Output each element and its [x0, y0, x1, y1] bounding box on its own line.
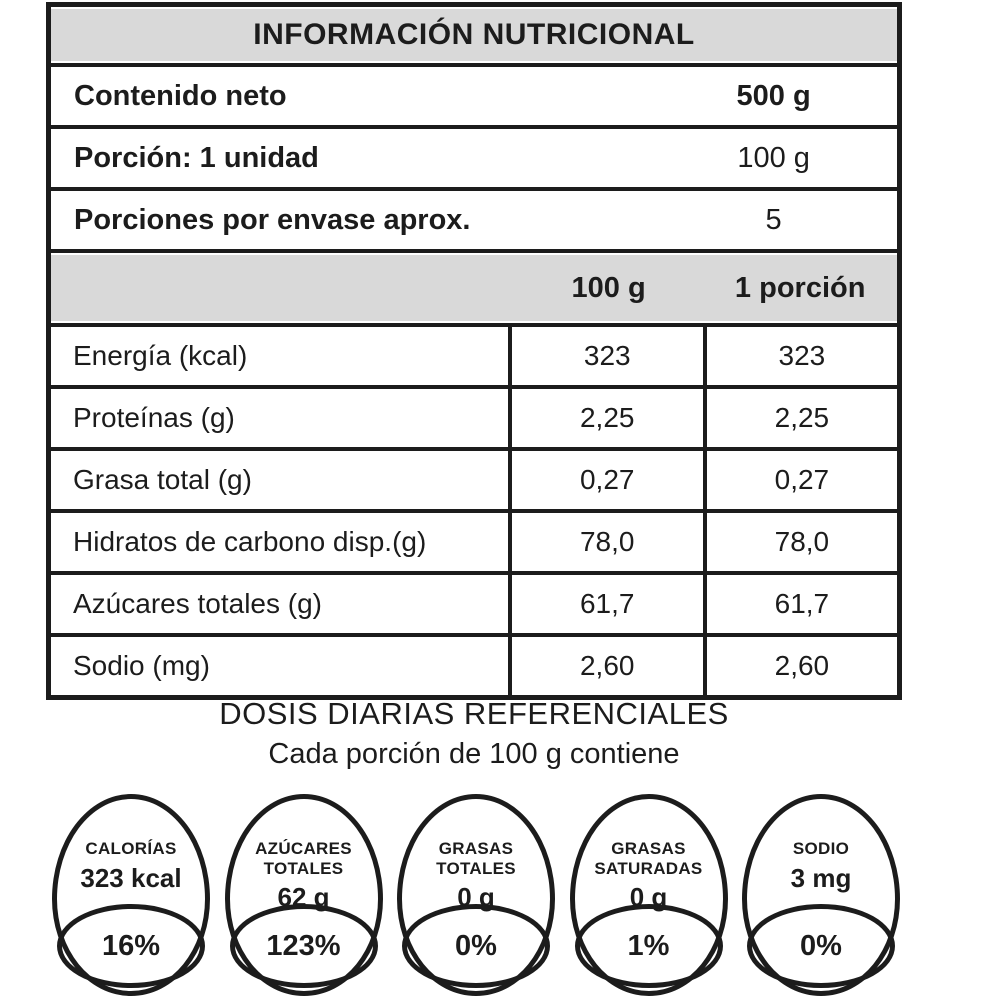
badge-percent: 123% [266, 929, 341, 962]
badge-label: SODIO [792, 839, 850, 858]
column-header-row [51, 253, 897, 323]
nutrient-value-100g: 2,60 [512, 637, 703, 695]
badge-percent-oval [575, 904, 723, 988]
table-title: INFORMACIÓN NUTRICIONAL [51, 7, 897, 63]
nutrient-value-100g: 2,25 [512, 389, 703, 447]
badge-value: 0 g [457, 882, 495, 913]
badge-percent: 0% [455, 929, 497, 962]
nutrient-row-hidratos [51, 513, 897, 571]
nutrient-row-azucares [51, 575, 897, 633]
nutrient-name: Proteínas (g) [51, 389, 508, 447]
badge-azucares-totales [225, 794, 383, 996]
nutrition-table [46, 2, 902, 700]
nutrient-name: Grasa total (g) [51, 451, 508, 509]
badge-percent-oval [230, 904, 378, 988]
badge-sodio [742, 794, 900, 996]
nutrient-value-porcion: 78,0 [707, 513, 897, 571]
nutrient-row-grasa-total [51, 451, 897, 509]
badge-percent-oval [402, 904, 550, 988]
nutrient-value-100g: 0,27 [512, 451, 703, 509]
badge-percent: 0% [800, 929, 842, 962]
badge-calorias [52, 794, 210, 996]
nutrient-value-porcion: 2,60 [707, 637, 897, 695]
nutrient-value-porcion: 0,27 [707, 451, 897, 509]
nutrient-name: Sodio (mg) [51, 637, 508, 695]
ddr-section [46, 696, 902, 771]
nutrient-value-100g: 323 [512, 327, 703, 385]
badge-label: GRASAS TOTALES [436, 839, 516, 878]
badge-percent-oval [747, 904, 895, 988]
column-header-100g: 100 g [571, 271, 646, 304]
info-label-porciones-envase: Porciones por envase aprox. [74, 203, 471, 236]
badge-value: 3 mg [790, 862, 852, 893]
info-label-contenido: Contenido neto [74, 79, 287, 112]
nutrient-row-sodio [51, 637, 897, 695]
nutrient-value-porcion: 61,7 [707, 575, 897, 633]
info-row-porcion [51, 129, 897, 187]
info-row-porciones-envase [51, 191, 897, 249]
nutrient-name: Azúcares totales (g) [51, 575, 508, 633]
badge-label: GRASAS SATURADAS [594, 839, 703, 878]
nutrient-name: Energía (kcal) [51, 327, 508, 385]
info-row-contenido [51, 67, 897, 125]
nutrient-value-100g: 78,0 [512, 513, 703, 571]
info-value-porciones-envase: 5 [765, 203, 782, 236]
ddr-title: DOSIS DIARIAS REFERENCIALES [219, 696, 729, 731]
badge-percent-oval [57, 904, 205, 988]
badge-value: 62 g [277, 882, 330, 913]
badge-grasas-saturadas [570, 794, 728, 996]
nutrient-value-100g: 61,7 [512, 575, 703, 633]
badge-percent: 16% [101, 929, 161, 962]
column-header-porcion: 1 porción [734, 271, 866, 304]
ddr-badges [52, 794, 900, 996]
info-label-porcion: Porción: 1 unidad [74, 141, 319, 174]
badge-value: 323 kcal [80, 862, 182, 893]
badge-percent: 1% [627, 929, 670, 962]
badge-label: AZÚCARES TOTALES [255, 839, 352, 878]
table-title-row [51, 7, 897, 63]
badge-grasas-totales [397, 794, 555, 996]
badge-label: CALORÍAS [85, 839, 177, 858]
nutrient-value-porcion: 323 [707, 327, 897, 385]
ddr-subtitle: Cada porción de 100 g contiene [268, 738, 680, 770]
badge-value: 0 g [629, 882, 668, 913]
nutrient-row-energia [51, 327, 897, 385]
info-value-porcion: 100 g [737, 141, 810, 174]
info-value-contenido: 500 g [736, 79, 811, 112]
nutrient-value-porcion: 2,25 [707, 389, 897, 447]
nutrient-name: Hidratos de carbono disp.(g) [51, 513, 508, 571]
nutrient-row-proteinas [51, 389, 897, 447]
